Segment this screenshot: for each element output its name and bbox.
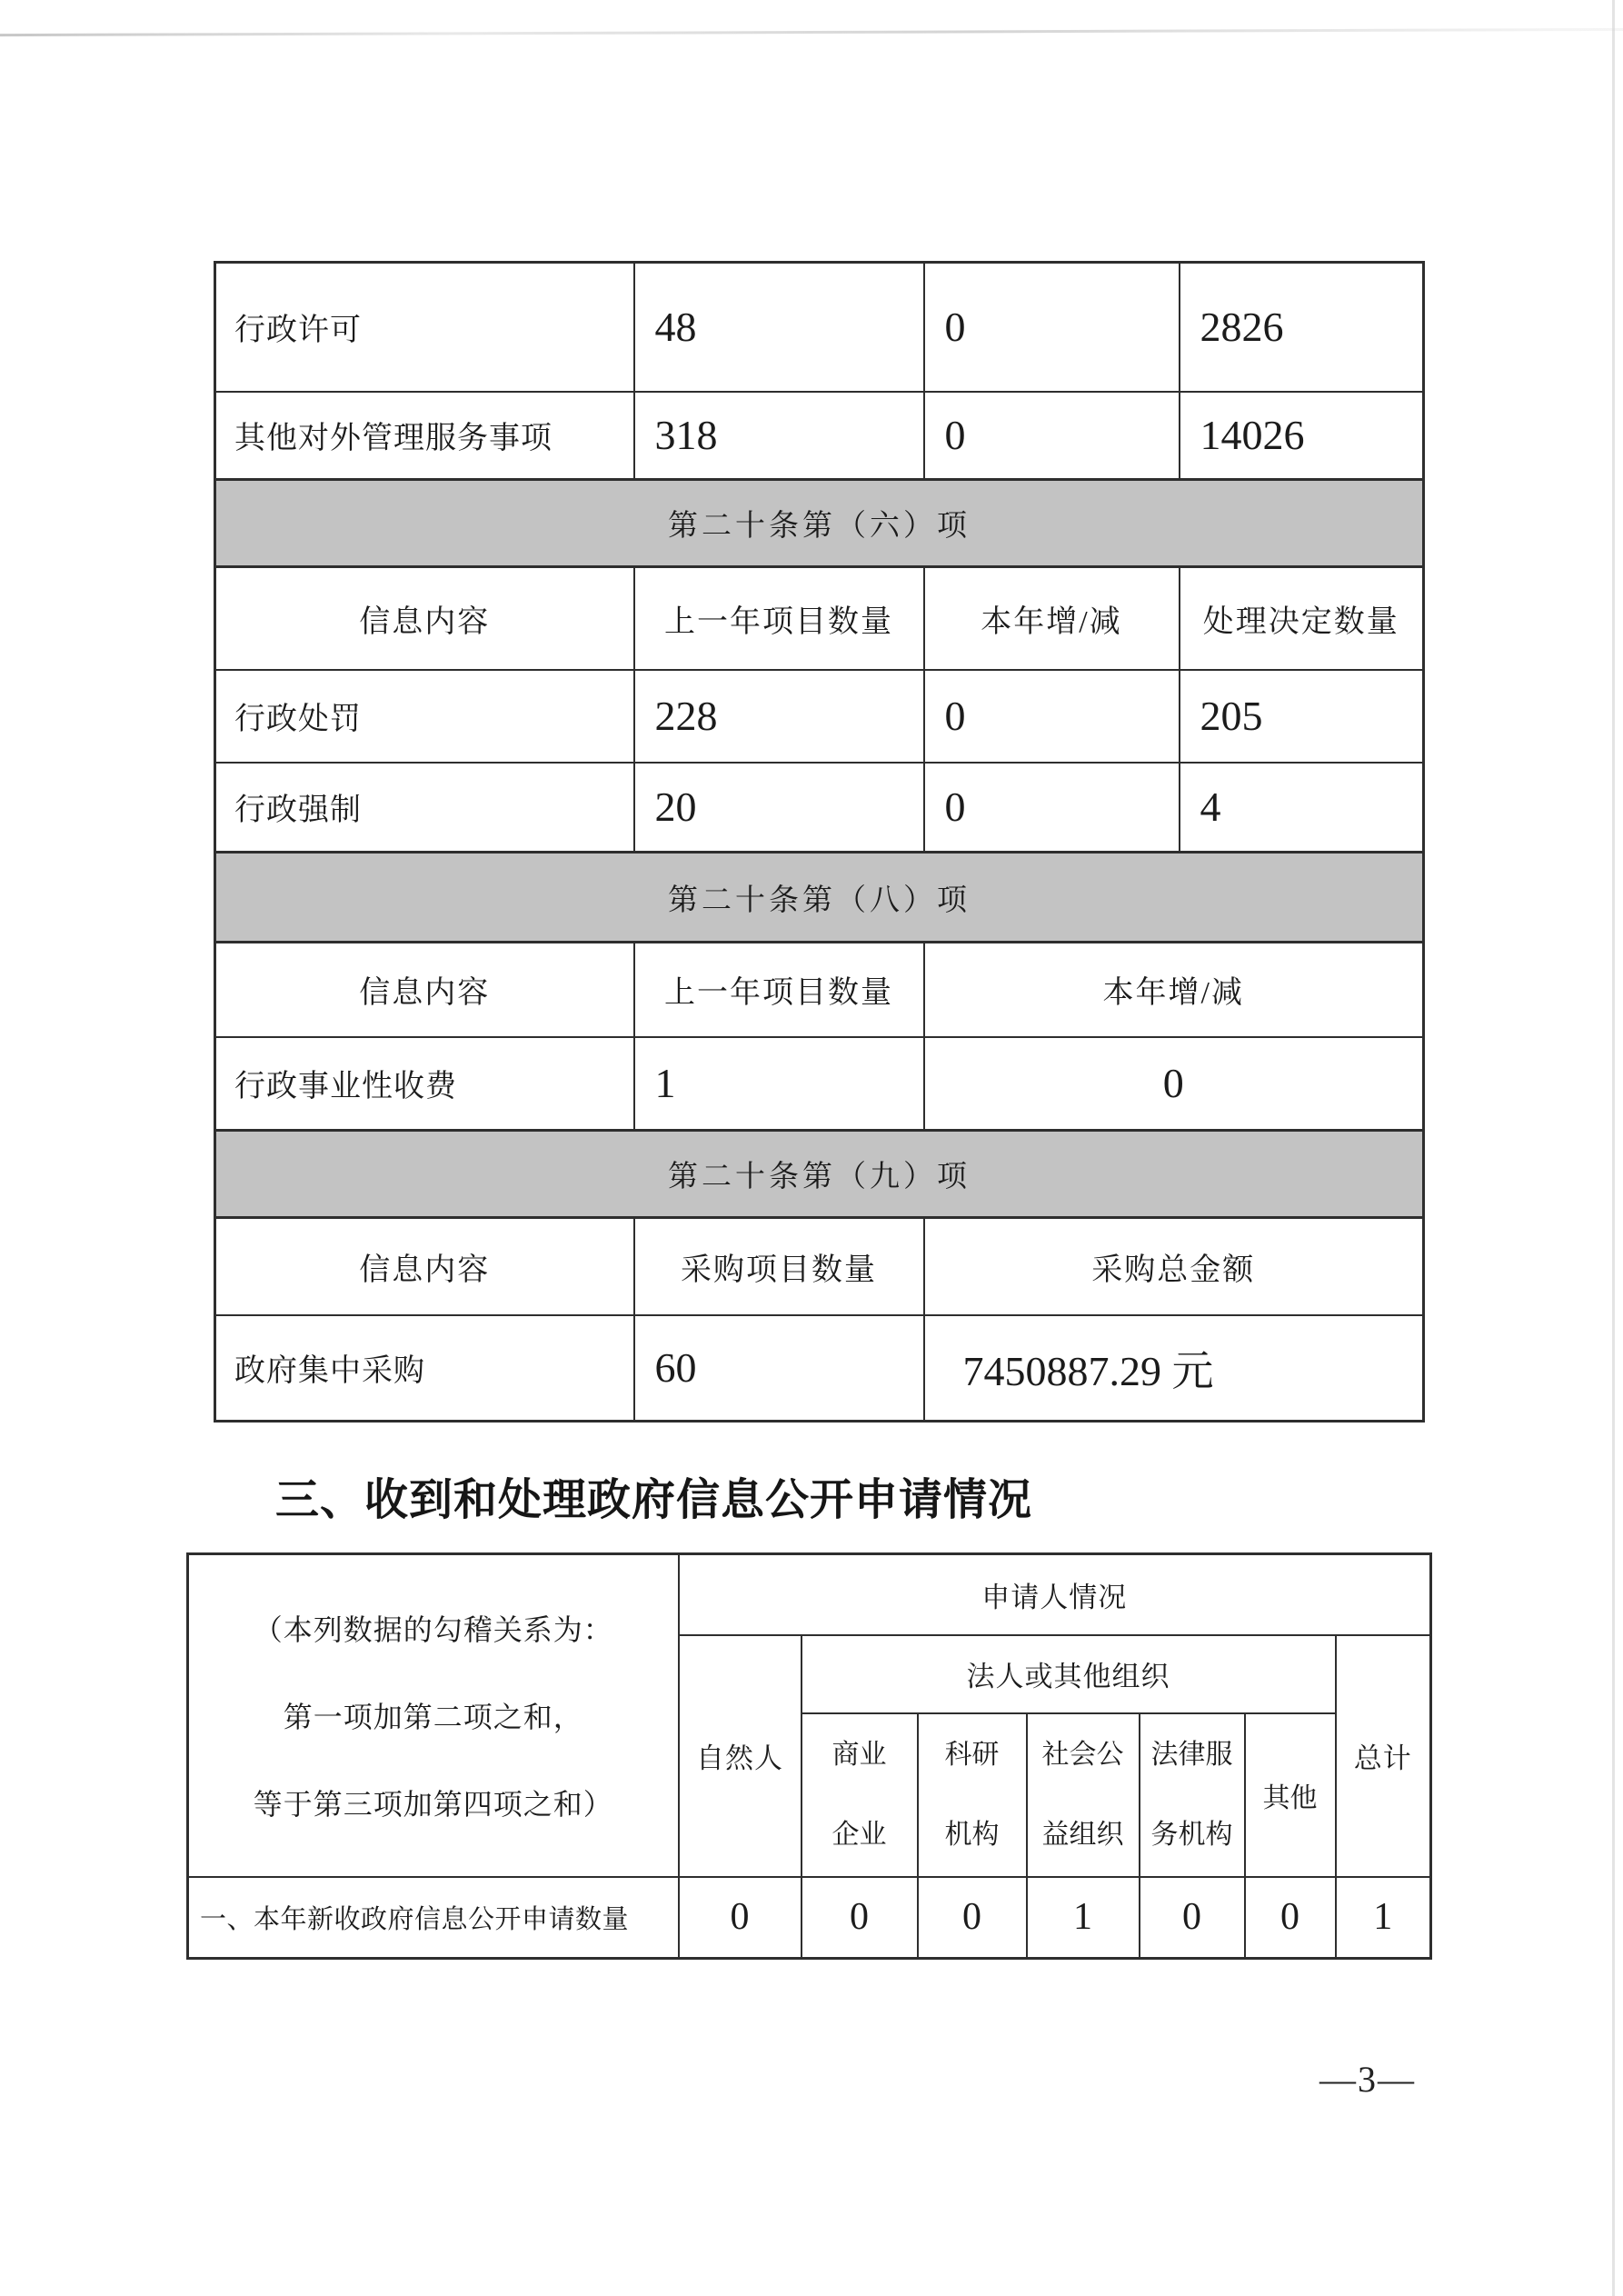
header-row (215, 943, 1424, 1037)
cell-value: 4 (1180, 763, 1424, 853)
cell-value: 0 (924, 763, 1180, 853)
table-row (215, 1037, 1424, 1131)
note-cell (188, 1554, 679, 1877)
section-band-row (215, 480, 1424, 567)
table-row (215, 263, 1424, 392)
section-band-row (215, 853, 1424, 943)
column-header: 信息内容 (215, 943, 634, 1037)
table-row (215, 1315, 1424, 1422)
section-band-article-9: 第二十条第（九）项 (215, 1131, 1424, 1218)
applicant-situation-header: 申请人情况 (679, 1554, 1431, 1635)
column-header: 信息内容 (215, 567, 634, 670)
column-header-research: 科研 机构 (918, 1713, 1027, 1877)
scan-artifact-right-line (1612, 0, 1615, 2296)
cell-value: 0 (924, 1037, 1424, 1131)
column-header: 本年增/减 (924, 943, 1424, 1037)
cell-value: 0 (802, 1877, 918, 1959)
note-lines (190, 1607, 677, 1823)
cell-item-label: 其他对外管理服务事项 (215, 392, 634, 480)
column-header-social-welfare: 社会公 益组织 (1027, 1713, 1140, 1877)
section-title: 三、收到和处理政府信息公开申请情况 (275, 1476, 1033, 1524)
column-header-other: 其他 (1245, 1713, 1336, 1877)
cell-value: 1 (634, 1037, 924, 1131)
column-header-total: 总计 (1336, 1635, 1431, 1877)
column-header-legal-service: 法律服 务机构 (1140, 1713, 1245, 1877)
cell-item-label: 行政事业性收费 (215, 1037, 634, 1131)
column-header: 处理决定数量 (1180, 567, 1424, 670)
column-header: 采购总金额 (924, 1218, 1424, 1315)
cell-value: 1 (1027, 1877, 1140, 1959)
cell-value: 1 (1336, 1877, 1431, 1959)
cell-value: 0 (679, 1877, 802, 1959)
section-band-row (215, 1131, 1424, 1218)
column-header: 本年增/减 (924, 567, 1180, 670)
section-band-article-6: 第二十条第（六）项 (215, 480, 1424, 567)
cell-item-label: 政府集中采购 (215, 1315, 634, 1422)
note-line: （本列数据的勾稽关系为： (253, 1613, 613, 1647)
cell-value: 0 (918, 1877, 1027, 1959)
table-row (188, 1877, 1431, 1959)
note-line: 等于第三项加第四项之和） (253, 1788, 613, 1822)
note-line: 第一项加第二项之和， (283, 1701, 583, 1734)
column-header-legal-org: 法人或其他组织 (802, 1635, 1336, 1713)
cell-item-label: 行政处罚 (215, 670, 634, 763)
cell-item-label: 行政许可 (215, 263, 634, 392)
column-header: 信息内容 (215, 1218, 634, 1315)
table-row (215, 670, 1424, 763)
statute-statistics-table (214, 261, 1425, 1423)
cell-value: 0 (1245, 1877, 1336, 1959)
column-header: 上一年项目数量 (634, 943, 924, 1037)
cell-value: 2826 (1180, 263, 1424, 392)
page-number: —3— (1319, 2059, 1416, 2100)
applications-table (186, 1552, 1432, 1960)
cell-value: 0 (924, 670, 1180, 763)
column-header: 上一年项目数量 (634, 567, 924, 670)
header-row (188, 1554, 1431, 1635)
column-header-natural-person: 自然人 (679, 1635, 802, 1877)
cell-value: 318 (634, 392, 924, 480)
table-row (215, 763, 1424, 853)
cell-amount-value: 7450887.29 元 (924, 1315, 1424, 1422)
cell-value: 0 (1140, 1877, 1245, 1959)
table-row (215, 392, 1424, 480)
scan-artifact-top-line (0, 28, 1623, 36)
cell-value: 205 (1180, 670, 1424, 763)
cell-value: 60 (634, 1315, 924, 1422)
cell-value: 20 (634, 763, 924, 853)
cell-value: 48 (634, 263, 924, 392)
header-row (215, 567, 1424, 670)
column-header-commercial: 商业 企业 (802, 1713, 918, 1877)
cell-value: 14026 (1180, 392, 1424, 480)
section-band-article-8: 第二十条第（八）项 (215, 853, 1424, 943)
header-row (215, 1218, 1424, 1315)
row-label-new-applications: 一、本年新收政府信息公开申请数量 (188, 1877, 679, 1959)
cell-value: 0 (924, 392, 1180, 480)
column-header: 采购项目数量 (634, 1218, 924, 1315)
cell-value: 228 (634, 670, 924, 763)
cell-item-label: 行政强制 (215, 763, 634, 853)
cell-value: 0 (924, 263, 1180, 392)
